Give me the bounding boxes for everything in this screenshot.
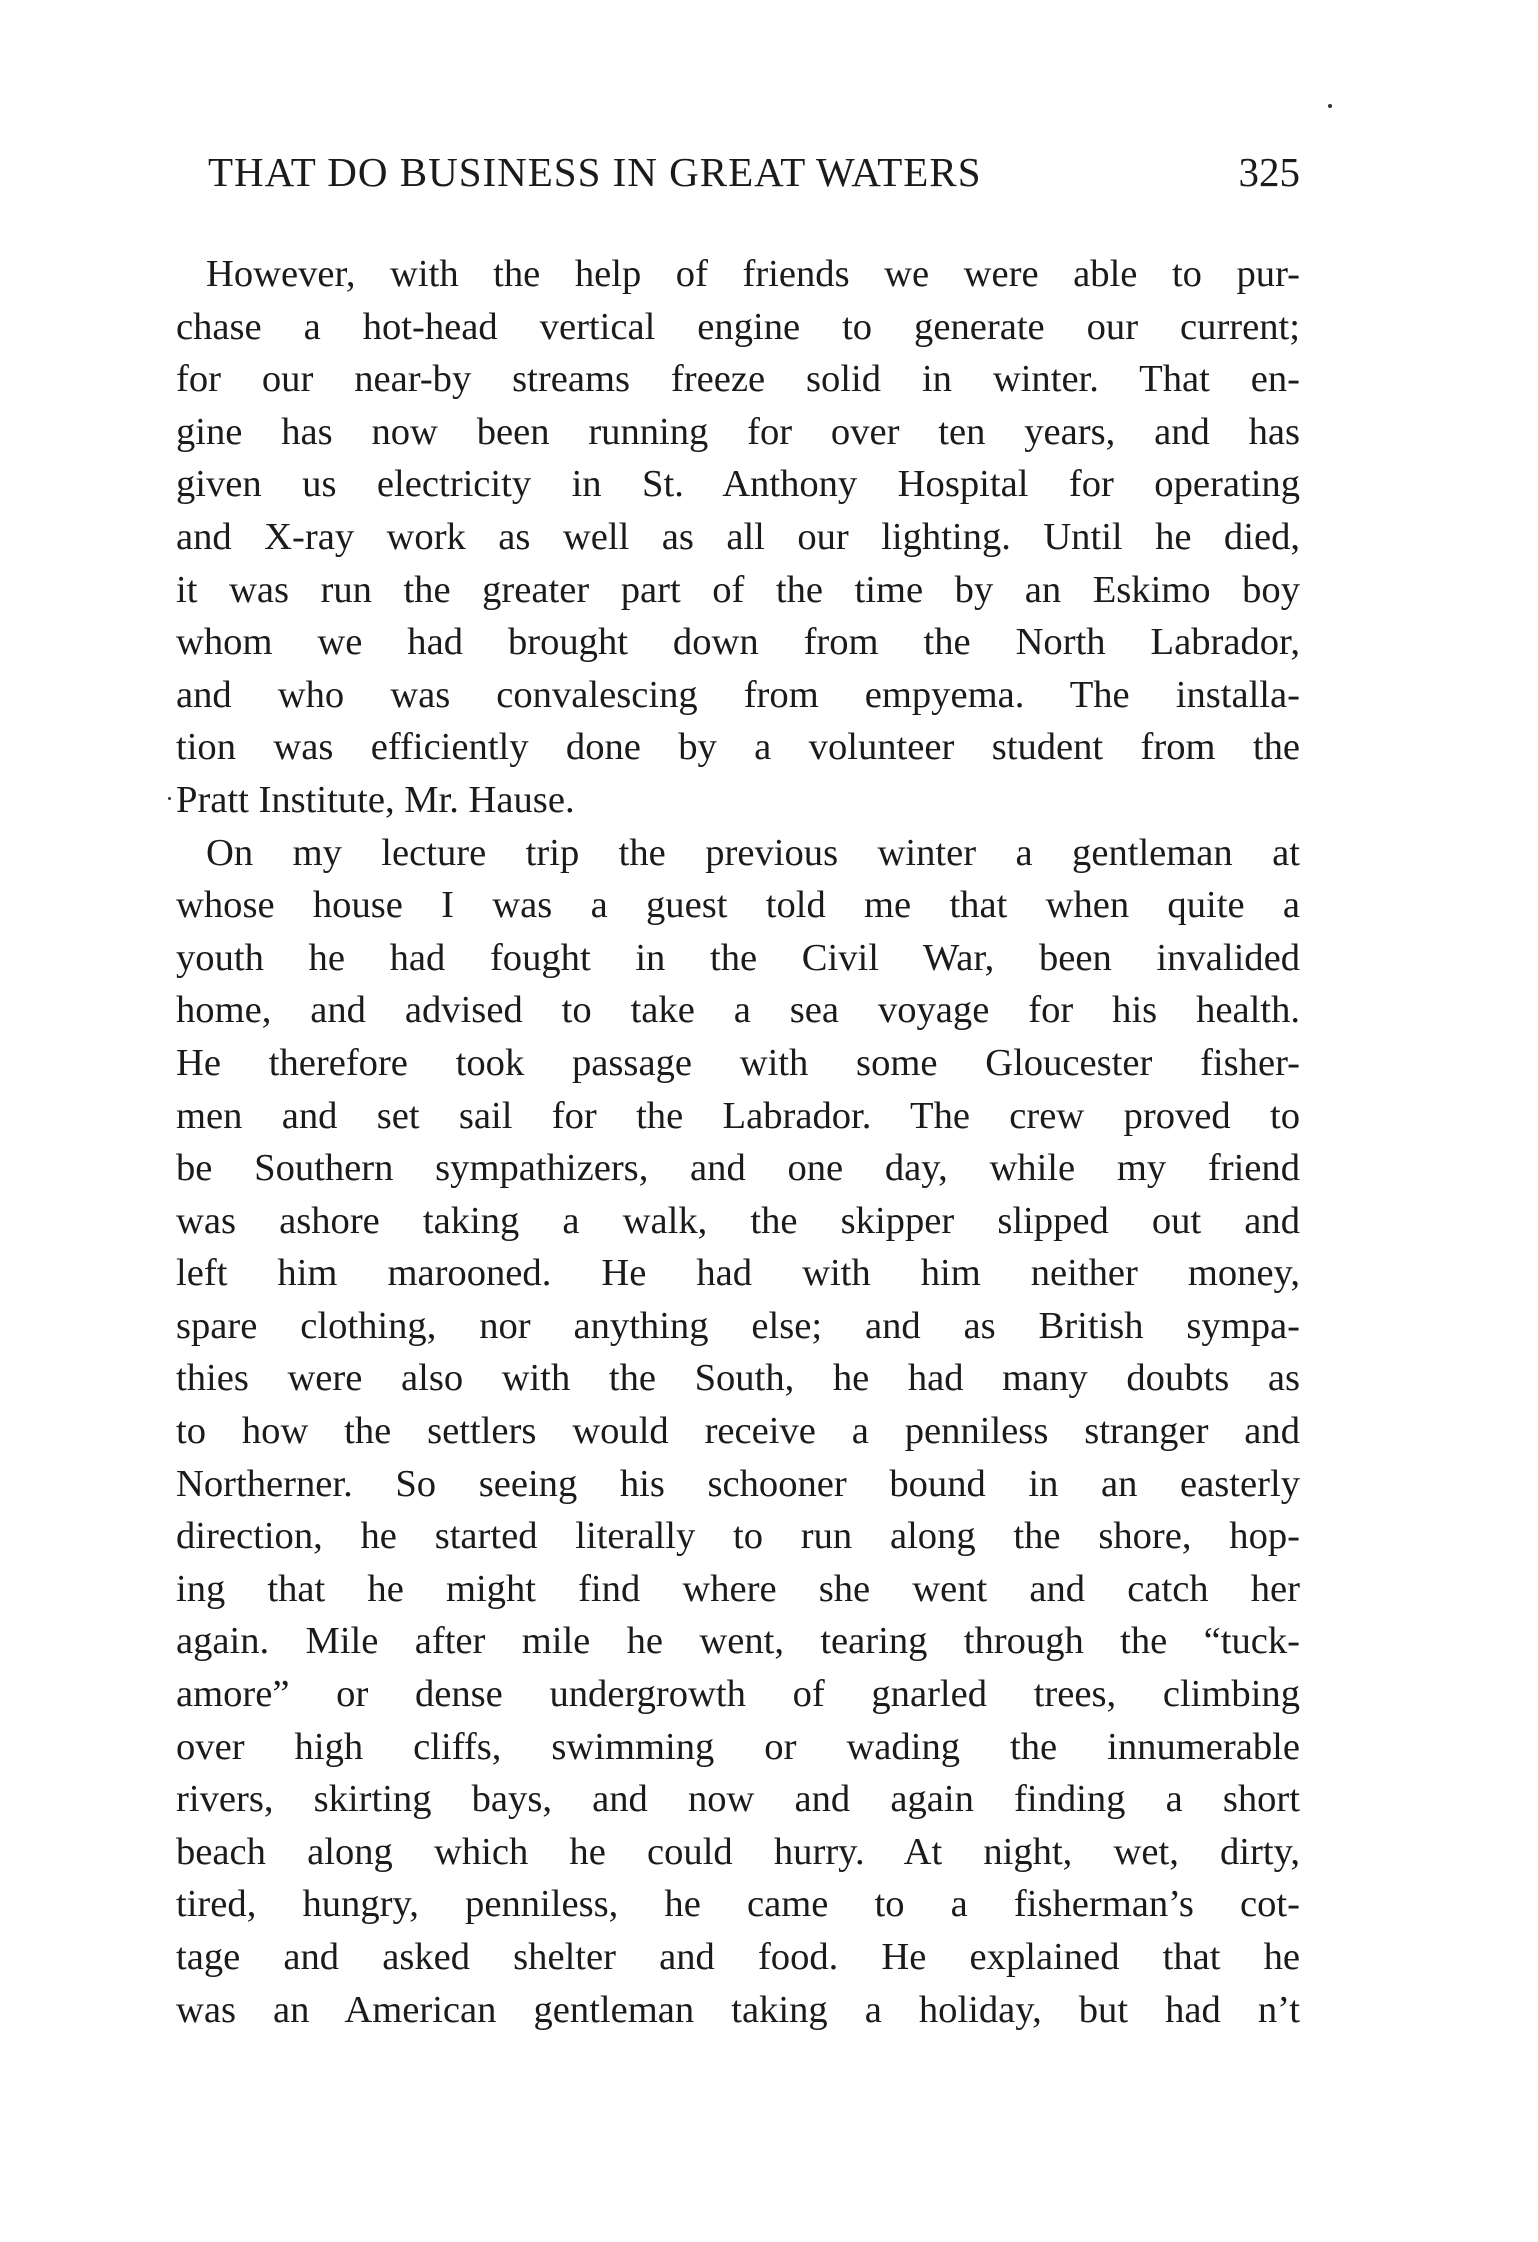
text-line: was ashore taking a walk, the skipper slipped out and <box>176 1199 1300 1242</box>
text-line: to how the settlers would receive a penniless stranger and <box>176 1410 1300 1453</box>
text-line: men and set sail for the Labrador. The crew proved to <box>176 1094 1300 1137</box>
text-line: chase a hot-head vertical engine to generate our current; <box>176 305 1300 348</box>
text-line: However, with the help of friends we were able to pur- <box>206 253 1300 295</box>
text-line: tion was efficiently done by a volunteer student from the <box>176 726 1300 769</box>
ink-speck <box>168 797 171 800</box>
ink-speck <box>1328 104 1332 108</box>
text-line: thies were also with the South, he had many doubts as <box>176 1357 1300 1400</box>
text-line: tired, hungry, penniless, he came to a fisherman’s cot- <box>176 1883 1300 1926</box>
text-line: whose house I was a guest told me that when quite a <box>176 884 1300 927</box>
text-line: was an American gentleman taking a holiday, but had n’t <box>176 1988 1300 2031</box>
text-line: given us electricity in St. Anthony Hospital for operating <box>176 463 1300 506</box>
text-line: whom we had brought down from the North Labrador, <box>176 621 1300 664</box>
text-line: On my lecture trip the previous winter a gentleman at <box>206 831 1300 874</box>
text-line: be Southern sympathizers, and one day, while my friend <box>176 1147 1300 1190</box>
text-line: amore” or dense undergrowth of gnarled trees, climbing <box>176 1673 1300 1716</box>
text-line: rivers, skirting bays, and now and again finding a short <box>176 1778 1300 1821</box>
text-line: left him marooned. He had with him neither money, <box>176 1252 1300 1295</box>
text-line: and X-ray work as well as all our lighting. Until he died, <box>176 515 1300 558</box>
text-line: youth he had fought in the Civil War, been invalided <box>176 936 1300 979</box>
page-number: 325 <box>1238 149 1300 195</box>
text-line: direction, he started literally to run along the shore, hop- <box>176 1515 1300 1558</box>
text-line: Northerner. So seeing his schooner bound in an easterly <box>176 1462 1300 1505</box>
text-line: gine has now been running for over ten years, and has <box>176 410 1300 453</box>
text-line: Pratt Institute, Mr. Hause. <box>176 778 575 821</box>
text-line: tage and asked shelter and food. He explained that he <box>176 1936 1300 1978</box>
text-line: and who was convalescing from empyema. The installa- <box>176 673 1300 716</box>
text-line: He therefore took passage with some Gloucester fisher- <box>176 1041 1300 1084</box>
text-line: it was run the greater part of the time by an Eskimo boy <box>176 568 1300 611</box>
running-head-title: THAT DO BUSINESS IN GREAT WATERS <box>208 149 982 195</box>
body-text <box>176 248 1300 2036</box>
text-line: over high cliffs, swimming or wading the innumerable <box>176 1725 1300 1768</box>
text-line: spare clothing, nor anything else; and as British sympa- <box>176 1304 1300 1347</box>
text-line: home, and advised to take a sea voyage for his health. <box>176 989 1300 1032</box>
running-head <box>208 149 1300 195</box>
text-line: beach along which he could hurry. At night, wet, dirty, <box>176 1830 1300 1873</box>
text-line: again. Mile after mile he went, tearing through the “tuck- <box>176 1620 1300 1663</box>
text-line: ing that he might find where she went and catch her <box>176 1567 1300 1610</box>
text-line: for our near-by streams freeze solid in winter. That en- <box>176 358 1300 401</box>
